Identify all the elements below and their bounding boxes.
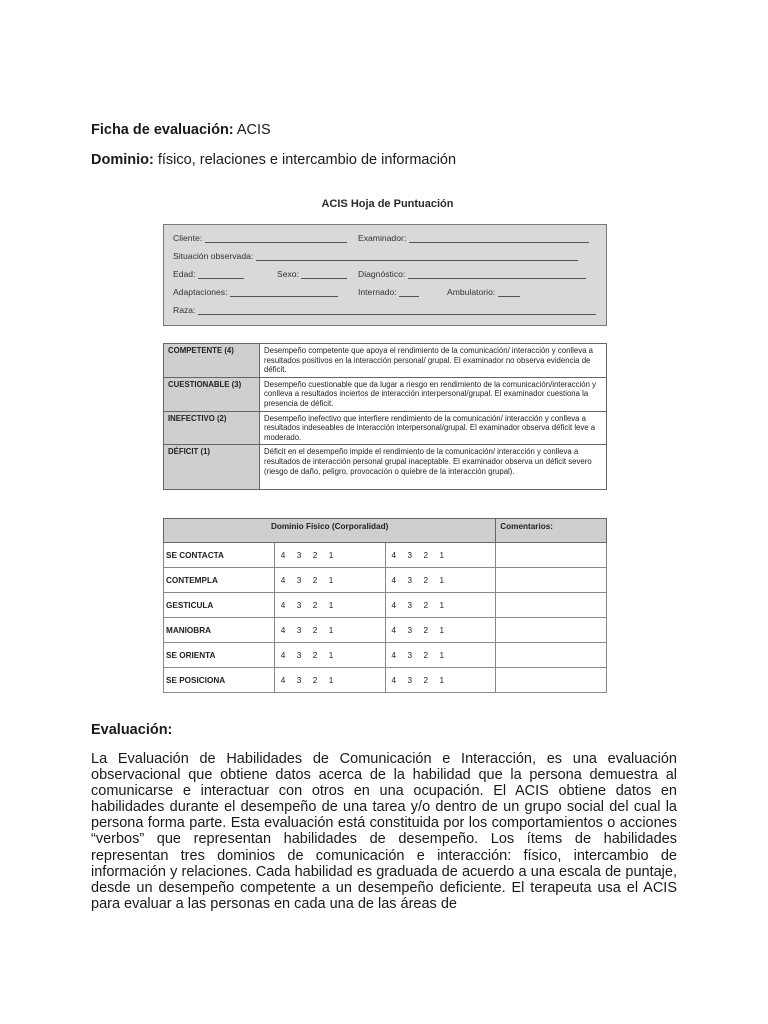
score-option[interactable]: 2 xyxy=(312,600,318,610)
comment-cell[interactable] xyxy=(496,568,607,593)
score-options xyxy=(386,651,496,660)
race-line xyxy=(198,306,596,315)
scale-description: Desempeño inefectivo que interfiere rendimiento de la comunicación/ interacción y conlleva a resultados indeseables de interacción interpersonal/grupal. El examinador observa déficit leve a moderado. xyxy=(260,411,607,445)
score-option[interactable]: 2 xyxy=(423,600,429,610)
domain-body xyxy=(164,543,607,693)
rating-scale-table xyxy=(163,343,607,490)
race-label: Raza: xyxy=(173,305,196,315)
score-options xyxy=(386,576,496,585)
adaptations-line xyxy=(230,288,338,297)
score-option[interactable]: 3 xyxy=(296,675,302,685)
score-option[interactable]: 1 xyxy=(328,600,334,610)
scale-row xyxy=(164,344,607,378)
situation-label: Situación observada: xyxy=(173,251,254,261)
score-options xyxy=(386,626,496,635)
score-option[interactable]: 4 xyxy=(280,625,286,635)
scale-description: Desempeño cuestionable que da lugar a riesgo en rendimiento de la comunicación/interacción y conlleva a resultados inciertos de interacción interpersonal/grupal. El examinador cuestiona la presencia de déficit. xyxy=(260,377,607,411)
score-option[interactable]: 1 xyxy=(328,675,334,685)
evaluation-heading: Evaluación: xyxy=(91,722,173,738)
ficha-value: ACIS xyxy=(236,122,271,138)
score-option[interactable]: 3 xyxy=(296,600,302,610)
score-option[interactable]: 4 xyxy=(391,625,397,635)
examiner-field xyxy=(358,233,589,243)
domain-header-row xyxy=(164,519,607,543)
score-cell[interactable] xyxy=(274,543,385,568)
scale-description: Desempeño competente que apoya el rendimiento de la comunicación/ interacción y conlleva a resultados positivos en la interacción personal/ grupal. El examinador no observa evidencia de déficit. xyxy=(260,344,607,378)
score-sheet-title: ACIS Hoja de Puntuación xyxy=(321,198,454,210)
domain-item-label: MANIOBRA xyxy=(164,618,275,643)
score-option[interactable]: 2 xyxy=(312,625,318,635)
outpatient-field xyxy=(447,287,520,297)
physical-domain-table xyxy=(163,518,607,693)
score-option[interactable]: 1 xyxy=(328,550,334,560)
score-option[interactable]: 3 xyxy=(407,675,413,685)
score-option[interactable]: 1 xyxy=(439,550,445,560)
score-cell[interactable] xyxy=(274,668,385,693)
score-options xyxy=(275,651,385,660)
ficha-label: Ficha de evaluación: xyxy=(91,122,234,138)
domain-item-row xyxy=(164,568,607,593)
score-cell[interactable] xyxy=(274,643,385,668)
score-option[interactable]: 4 xyxy=(391,650,397,660)
score-option[interactable]: 2 xyxy=(312,550,318,560)
score-option[interactable]: 3 xyxy=(407,650,413,660)
domain-item-label: SE ORIENTA xyxy=(164,643,275,668)
score-option[interactable]: 1 xyxy=(439,625,445,635)
domain-item-row xyxy=(164,618,607,643)
score-cell[interactable] xyxy=(274,593,385,618)
dominio-label: Dominio: xyxy=(91,152,154,168)
domain-item-label: SE CONTACTA xyxy=(164,543,275,568)
score-options xyxy=(275,676,385,685)
adaptations-label: Adaptaciones: xyxy=(173,287,228,297)
scale-row xyxy=(164,377,607,411)
domain-header: Dominio Físico (Corporalidad) xyxy=(164,519,496,543)
score-options xyxy=(275,626,385,635)
score-option[interactable]: 3 xyxy=(296,625,302,635)
domain-item-row xyxy=(164,593,607,618)
comment-cell[interactable] xyxy=(496,543,607,568)
inpatient-line xyxy=(399,288,419,297)
scale-level: COMPETENTE (4) xyxy=(164,344,260,378)
scale-level: CUESTIONABLE (3) xyxy=(164,377,260,411)
outpatient-line xyxy=(498,288,520,297)
score-option[interactable]: 3 xyxy=(407,575,413,585)
score-options xyxy=(275,576,385,585)
domain-item-row xyxy=(164,668,607,693)
score-cell[interactable] xyxy=(385,643,496,668)
score-option[interactable]: 1 xyxy=(439,650,445,660)
score-option[interactable]: 3 xyxy=(407,600,413,610)
score-options xyxy=(275,551,385,560)
domain-item-label: GESTICULA xyxy=(164,593,275,618)
score-cell[interactable] xyxy=(385,568,496,593)
comment-cell[interactable] xyxy=(496,618,607,643)
score-option[interactable]: 4 xyxy=(391,675,397,685)
score-option[interactable]: 4 xyxy=(280,675,286,685)
comment-cell[interactable] xyxy=(496,643,607,668)
outpatient-label: Ambulatorio: xyxy=(447,287,496,297)
diagnosis-label: Diagnóstico: xyxy=(358,269,406,279)
score-options xyxy=(386,551,496,560)
client-label: Cliente: xyxy=(173,233,203,243)
scale-level: DÉFICIT (1) xyxy=(164,445,260,490)
domain-item-row xyxy=(164,643,607,668)
score-cell[interactable] xyxy=(385,668,496,693)
comment-cell[interactable] xyxy=(496,593,607,618)
score-option[interactable]: 2 xyxy=(423,550,429,560)
score-cell[interactable] xyxy=(385,593,496,618)
client-field xyxy=(173,233,347,243)
race-field xyxy=(173,305,596,315)
score-cell[interactable] xyxy=(385,543,496,568)
sex-label: Sexo: xyxy=(277,269,299,279)
examiner-label: Examinador: xyxy=(358,233,407,243)
evaluation-body: La Evaluación de Habilidades de Comunicación e Interacción, es una evaluación observacional que obtiene datos acerca de la habilidad que la persona demuestra al comunicarse e interactuar con otros en una ocupación. El ACIS obtiene datos en habilidades durante el desempeño de una tarea y/o dentro de un grupo social del cual la persona forma parte. Esta evaluación está constituida por los comportamientos o acciones “verbos” que representan habilidades de desempeño. Los ítems de habilidades representan tres dominios de comunicación e interacción: físico, intercambio de información y relaciones. Cada habilidad es graduada de acuerdo a una escala de puntaje, desde un desempeño competente a un desempeño deficiente. El terapeuta usa el ACIS para evaluar a las personas en cada una de las áreas de xyxy=(91,751,677,912)
score-option[interactable]: 1 xyxy=(328,625,334,635)
score-cell[interactable] xyxy=(274,568,385,593)
score-option[interactable]: 2 xyxy=(423,650,429,660)
dominio-value: físico, relaciones e intercambio de información xyxy=(157,152,457,168)
comments-header: Comentarios: xyxy=(496,519,607,543)
situation-line xyxy=(256,252,578,261)
scale-row xyxy=(164,411,607,445)
score-option[interactable]: 3 xyxy=(296,575,302,585)
scale-level: INEFECTIVO (2) xyxy=(164,411,260,445)
domain-item-label: SE POSICIONA xyxy=(164,668,275,693)
score-cell[interactable] xyxy=(274,618,385,643)
score-option[interactable]: 1 xyxy=(328,650,334,660)
domain-item-row xyxy=(164,543,607,568)
diagnosis-field xyxy=(358,269,586,279)
score-option[interactable]: 3 xyxy=(407,550,413,560)
score-option[interactable]: 2 xyxy=(312,575,318,585)
score-option[interactable]: 2 xyxy=(423,675,429,685)
scale-description: Déficit en el desempeño impide el rendimiento de la comunicación/ interacción y conlleva a resultados de interacción personal grupal inaceptable. El examinador observa un déficit severo (riesgo de daño, peligro, provocación o quiebre de la interacción grupal). xyxy=(260,445,607,490)
inpatient-field xyxy=(358,287,419,297)
inpatient-label: Internado: xyxy=(358,287,397,297)
score-option[interactable]: 3 xyxy=(296,650,302,660)
score-options xyxy=(275,601,385,610)
age-field xyxy=(173,269,244,279)
ficha-line xyxy=(91,122,271,138)
age-label: Edad: xyxy=(173,269,196,279)
score-option[interactable]: 4 xyxy=(391,575,397,585)
score-option[interactable]: 4 xyxy=(280,600,286,610)
score-option[interactable]: 2 xyxy=(312,675,318,685)
adaptations-field xyxy=(173,287,338,297)
client-info-box xyxy=(163,224,607,326)
situation-field xyxy=(173,251,578,261)
score-option[interactable]: 4 xyxy=(280,550,286,560)
scale-row xyxy=(164,445,607,490)
domain-item-label: CONTEMPLA xyxy=(164,568,275,593)
score-option[interactable]: 4 xyxy=(280,575,286,585)
examiner-line xyxy=(409,234,589,243)
score-option[interactable]: 2 xyxy=(423,625,429,635)
score-option[interactable]: 4 xyxy=(391,550,397,560)
score-option[interactable]: 4 xyxy=(280,650,286,660)
score-option[interactable]: 3 xyxy=(407,625,413,635)
sex-line xyxy=(301,270,347,279)
score-option[interactable]: 3 xyxy=(296,550,302,560)
score-option[interactable]: 2 xyxy=(312,650,318,660)
score-options xyxy=(386,601,496,610)
score-option[interactable]: 1 xyxy=(439,675,445,685)
score-option[interactable]: 2 xyxy=(423,575,429,585)
diagnosis-line xyxy=(408,270,586,279)
score-option[interactable]: 1 xyxy=(328,575,334,585)
score-cell[interactable] xyxy=(385,618,496,643)
age-line xyxy=(198,270,244,279)
sex-field xyxy=(277,269,347,279)
client-line xyxy=(205,234,347,243)
comment-cell[interactable] xyxy=(496,668,607,693)
score-option[interactable]: 1 xyxy=(439,575,445,585)
dominio-line xyxy=(91,152,456,168)
score-options xyxy=(386,676,496,685)
score-option[interactable]: 4 xyxy=(391,600,397,610)
score-option[interactable]: 1 xyxy=(439,600,445,610)
